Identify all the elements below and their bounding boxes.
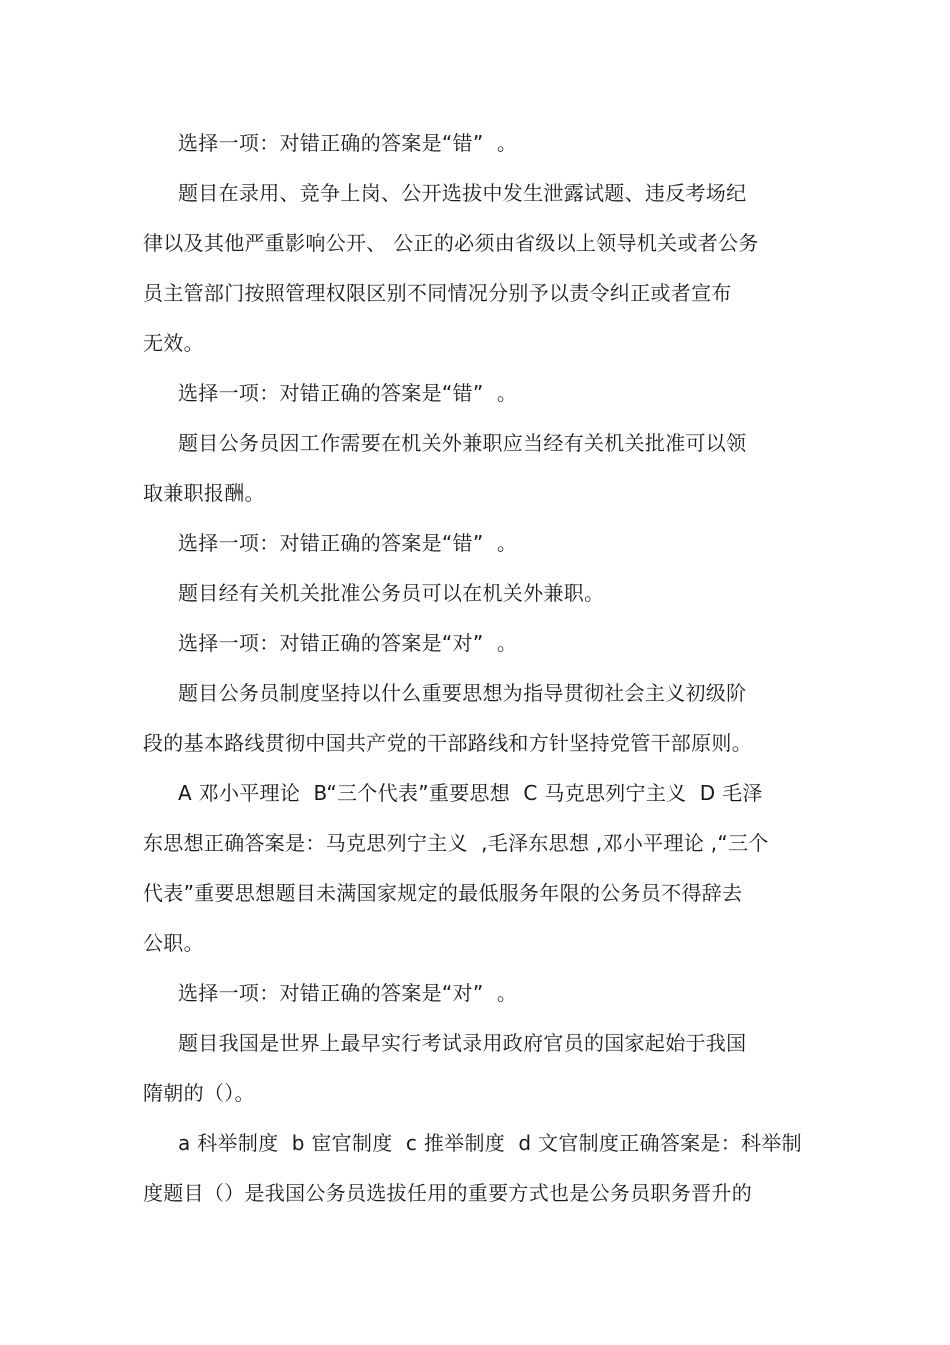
answer-line: 选择一项：对错正确的答案是“错” 。 — [178, 531, 518, 555]
question-line: 题目公务员制度坚持以什么重要思想为指导贯彻社会主义初级阶 — [178, 681, 747, 705]
answer-line: 选择一项：对错正确的答案是“对” 。 — [178, 631, 518, 655]
answer-line: 选择一项：对错正确的答案是“错” 。 — [178, 131, 518, 155]
question-line: 题目在录用、竞争上岗、公开选拔中发生泄露试题、违反考场纪 — [178, 181, 747, 205]
question-line: 代表”重要思想题目未满国家规定的最低服务年限的公务员不得辞去 — [143, 881, 743, 905]
question-line: 隋朝的（）。 — [143, 1081, 255, 1105]
question-line: 段的基本路线贯彻中国共产党的干部路线和方针坚持党管干部原则。 — [143, 731, 752, 755]
options-line: 东思想正确答案是：马克思列宁主义 ,毛泽东思想 ,邓小平理论 ,“三个 — [143, 831, 769, 855]
question-line: 公职。 — [143, 931, 204, 955]
question-line: 题目公务员因工作需要在机关外兼职应当经有关机关批准可以领 — [178, 431, 747, 455]
question-line: 无效。 — [143, 331, 204, 355]
answer-line: 选择一项：对错正确的答案是“对” 。 — [178, 981, 518, 1005]
question-line: 取兼职报酬。 — [143, 481, 265, 505]
options-line: A 邓小平理论 B“三个代表”重要思想 C 马克思列宁主义 D 毛泽 — [178, 781, 763, 805]
question-line: 题目经有关机关批准公务员可以在机关外兼职。 — [178, 581, 605, 605]
options-line: a 科举制度 b 宦官制度 c 推举制度 d 文官制度正确答案是：科举制 — [178, 1131, 802, 1155]
question-line: 题目我国是世界上最早实行考试录用政府官员的国家起始于我国 — [178, 1031, 747, 1055]
question-line: 员主管部门按照管理权限区别不同情况分别予以责令纠正或者宣布 — [143, 281, 732, 305]
question-line: 度题目（）是我国公务员选拔任用的重要方式也是公务员职务晋升的 — [143, 1181, 752, 1205]
question-line: 律以及其他严重影响公开、 公正的必须由省级以上领导机关或者公务 — [143, 231, 759, 255]
answer-line: 选择一项：对错正确的答案是“错” 。 — [178, 381, 518, 405]
